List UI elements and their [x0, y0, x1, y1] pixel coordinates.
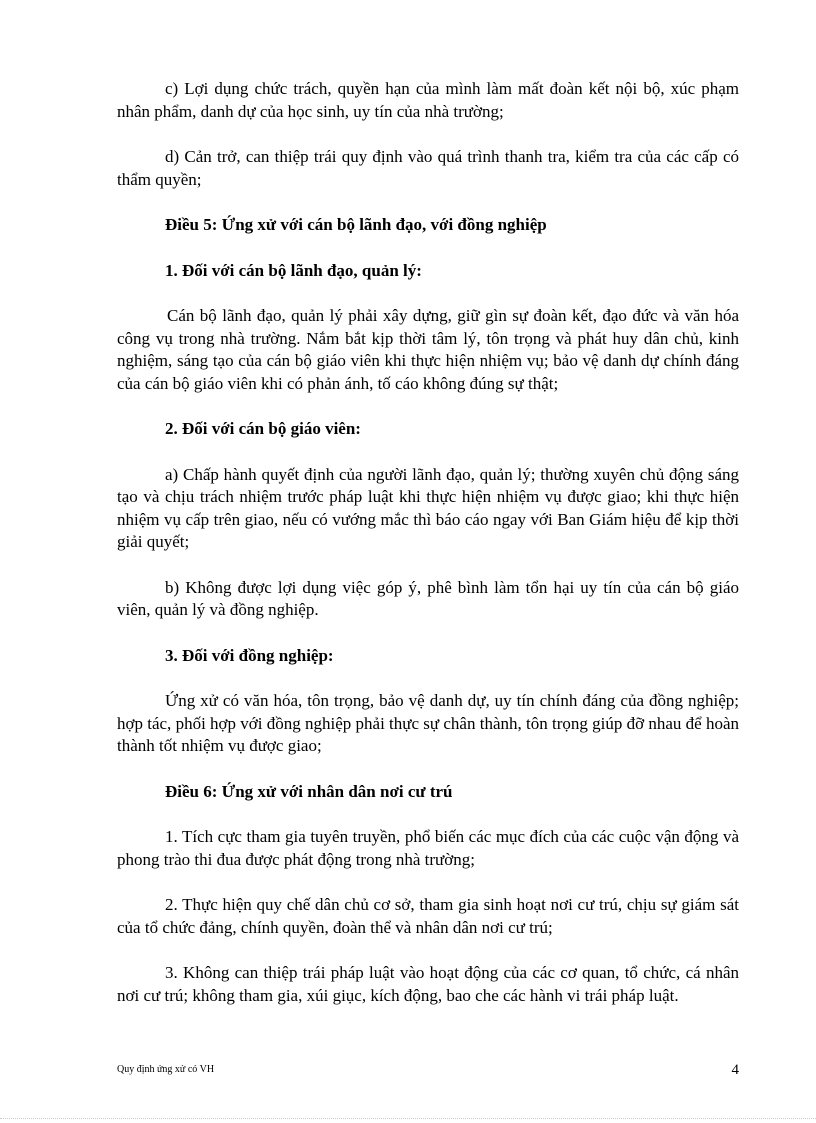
article-6-title: Điều 6: Ứng xử với nhân dân nơi cư trú	[165, 781, 453, 801]
section-3-heading: 3. Đối với đồng nghiệp:	[165, 645, 334, 665]
paragraph-item-d: d) Cản trở, can thiệp trái quy định vào quá trình thanh tra, kiểm tra của các cấp có thẩm quyền;	[117, 147, 739, 189]
article-6-item-3: 3. Không can thiệp trái pháp luật vào hoạt động của các cơ quan, tổ chức, cá nhân nơi cư trú; không tham gia, xúi giục, kích động, bao che các hành vi trái pháp luật.	[117, 963, 739, 1005]
paragraph-item-c: c) Lợi dụng chức trách, quyền hạn của mình làm mất đoàn kết nội bộ, xúc phạm nhân phẩm, danh dự của học sinh, uy tín của nhà trường;	[117, 79, 739, 121]
section-2-item-a: a) Chấp hành quyết định của người lãnh đạo, quản lý; thường xuyên chủ động sáng tạo và chịu trách nhiệm trước pháp luật khi thực hiện nhiệm vụ được giao; khi thực hiện nhiệm vụ cấp trên giao, nếu có vướng mắc thì báo cáo ngay với Ban Giám hiệu để kịp thời giải quyết;	[117, 464, 739, 551]
footer-doc-title: Quy định ứng xử có VH	[117, 1064, 215, 1075]
article-6-item-2: 2. Thực hiện quy chế dân chủ cơ sở, tham gia sinh hoạt nơi cư trú, chịu sự giám sát của tổ chức đảng, chính quyền, đoàn thể và nhân dân nơi cư trú;	[117, 895, 739, 937]
section-2-heading: 2. Đối với cán bộ giáo viên:	[165, 419, 361, 438]
section-1-text: Cán bộ lãnh đạo, quản lý phải xây dựng, giữ gìn sự đoàn kết, đạo đức và văn hóa công vụ trong nhà trường. Nắm bắt kịp thời tâm lý, tôn trọng và phát huy dân chủ, kinh nghiệm, sáng tạo của cán bộ giáo viên khi thực hiện nhiệm vụ; bảo vệ danh dự chính đáng của cán bộ giáo viên khi có phản ánh, tố cáo không đúng sự thật;	[117, 306, 739, 393]
page-bottom-divider	[0, 1118, 816, 1119]
article-5-title: Điều 5: Ứng xử với cán bộ lãnh đạo, với đồng nghiệp	[165, 215, 547, 234]
section-2-item-b: b) Không được lợi dụng việc góp ý, phê bình làm tổn hại uy tín của cán bộ giáo viên, quản lý và đồng nghiệp.	[117, 577, 739, 619]
article-6-item-1: 1. Tích cực tham gia tuyên truyền, phổ biến các mục đích của các cuộc vận động và phong trào thi đua được phát động trong nhà trường;	[117, 827, 739, 869]
section-1-heading: 1. Đối với cán bộ lãnh đạo, quản lý:	[165, 260, 422, 280]
page-footer	[117, 1064, 739, 1084]
page-number: 4	[731, 1062, 739, 1078]
section-3-text: Ứng xử có văn hóa, tôn trọng, bảo vệ danh dự, uy tín chính đáng của đồng nghiệp; hợp tác, phối hợp với đồng nghiệp phải thực sự chân thành, tôn trọng giúp đỡ nhau để hoàn thành tốt nhiệm vụ được giao;	[117, 691, 739, 755]
document-body	[117, 78, 739, 1030]
